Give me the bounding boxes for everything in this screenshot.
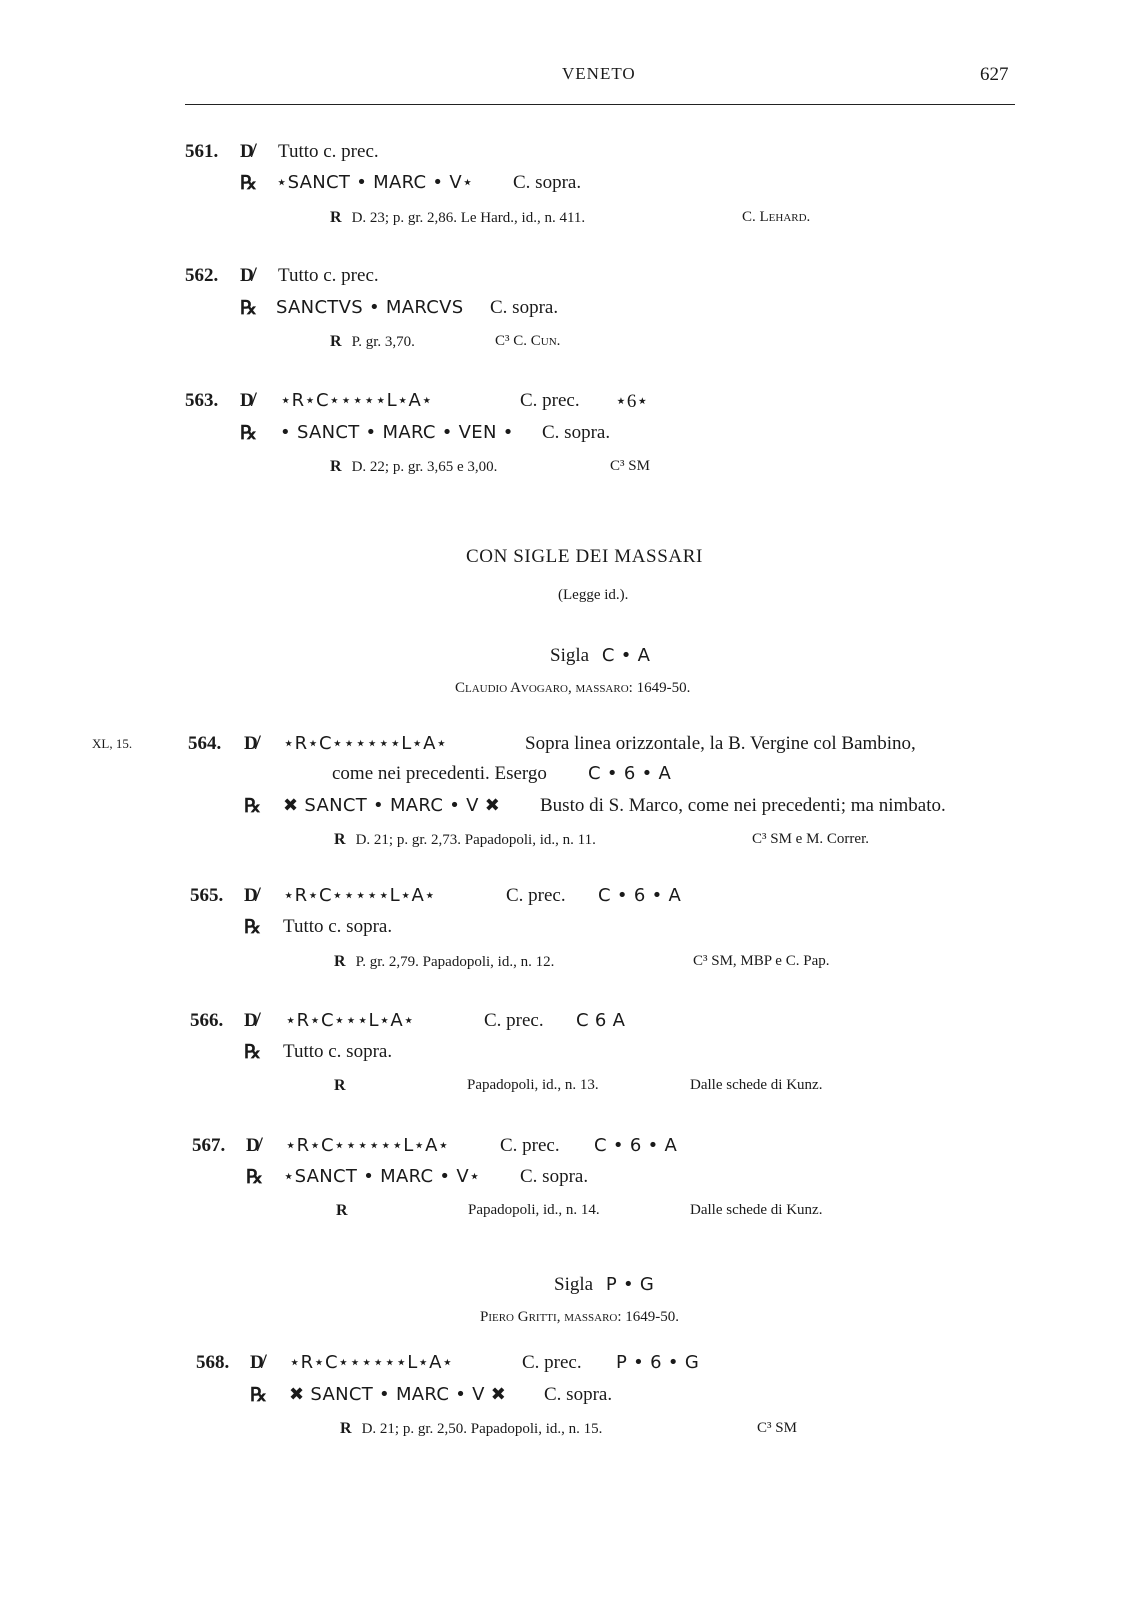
entry-number: 565. (190, 885, 224, 906)
entry-number: 561. (185, 141, 219, 162)
meta-details: D. 21; p. gr. 2,50. Papadopoli, id., n. 15. (361, 1421, 603, 1437)
reverse-legend: ✖ SANCT • MARC • V ✖ (289, 1384, 507, 1405)
sigla-code: C • A (601, 645, 651, 666)
reverse-text: C. sopra. (542, 422, 611, 443)
obverse-sigla: P • 6 • G (616, 1352, 700, 1373)
entry-meta (340, 1420, 602, 1438)
sigla-code: P • G (605, 1274, 655, 1295)
reverse-symbol: ℞ (244, 796, 262, 817)
meta-details: P. gr. 3,70. (351, 334, 415, 350)
reverse-text: C. sopra. (544, 1384, 613, 1405)
obverse-text: C. prec. (484, 1010, 544, 1031)
reverse-text: C. sopra. (490, 297, 559, 318)
meta-details: D. 23; p. gr. 2,86. Le Hard., id., n. 411. (351, 210, 586, 226)
header-rule (185, 104, 1015, 105)
collection: C³ SM e M. Correr. (752, 831, 869, 847)
obverse-legend: ⋆R⋆C⋆⋆⋆⋆⋆⋆L⋆A⋆ (289, 1352, 454, 1373)
obverse-symbol: D̸ (246, 1135, 260, 1156)
entry-number: 568. (196, 1352, 230, 1373)
meta-details: P. gr. 2,79. Papadopoli, id., n. 12. (355, 954, 555, 970)
reverse-symbol: ℞ (250, 1385, 268, 1406)
obverse-legend: ⋆R⋆C⋆⋆⋆⋆⋆⋆L⋆A⋆ (283, 733, 448, 754)
reverse-text: Busto di S. Marco, come nei precedenti; ma nimbato. (540, 795, 946, 816)
massaro-name: Claudio Avogaro, massaro: 1649-50. (455, 680, 691, 696)
rarity: R (334, 1077, 346, 1094)
obverse-symbol: D̸ (244, 885, 258, 906)
page-number: 627 (980, 64, 1009, 85)
obverse-text: Sopra linea orizzontale, la B. Vergine col Bambino, (525, 733, 916, 754)
obverse-text: Tutto c. prec. (278, 265, 379, 286)
reverse-legend: • SANCT • MARC • VEN • (280, 422, 514, 443)
entry-number: 563. (185, 390, 219, 411)
entry-number: 567. (192, 1135, 226, 1156)
obverse-symbol: D̸ (250, 1352, 264, 1373)
entry-meta (334, 953, 554, 971)
rarity: R (330, 458, 342, 475)
collection: C. Lehard. (742, 209, 811, 225)
obverse-sigla: C • 6 • A (594, 1135, 678, 1156)
meta-details: Papadopoli, id., n. 13. (467, 1077, 599, 1093)
obverse-text: C. prec. (522, 1352, 582, 1373)
reverse-legend: ⋆SANCT • MARC • V⋆ (283, 1166, 481, 1187)
obverse-legend: ⋆R⋆C⋆⋆⋆⋆⋆L⋆A⋆ (283, 885, 436, 906)
obverse-symbol: D̸ (244, 733, 258, 754)
sigla-heading-pg (554, 1274, 654, 1296)
rarity: R (334, 831, 346, 848)
obverse-symbol: D̸ (240, 141, 254, 162)
meta-details: Papadopoli, id., n. 14. (468, 1202, 600, 1218)
rarity: R (330, 333, 342, 350)
obverse-legend: ⋆R⋆C⋆⋆⋆⋆⋆L⋆A⋆ (280, 390, 433, 411)
sigla-label: Sigla (554, 1274, 594, 1295)
obverse-symbol: D̸ (244, 1010, 258, 1031)
rarity: R (340, 1420, 352, 1437)
reverse-symbol: ℞ (240, 298, 258, 319)
reverse-text: C. sopra. (520, 1166, 589, 1187)
collection: Dalle schede di Kunz. (690, 1077, 823, 1093)
collection: C³ SM (610, 458, 650, 474)
reverse-legend: ⋆SANCT • MARC • V⋆ (276, 172, 474, 193)
rarity: R (334, 953, 346, 970)
obverse-text: C. prec. (500, 1135, 560, 1156)
obverse-text-continued: come nei precedenti. Esergo (332, 763, 547, 784)
obverse-text: C. prec. (520, 390, 580, 411)
collection: C³ SM (757, 1420, 797, 1436)
obverse-sigla: C 6 A (576, 1010, 626, 1031)
obverse-symbol: D̸ (240, 265, 254, 286)
section-subtitle: (Legge id.). (558, 587, 629, 603)
rarity: R (336, 1202, 348, 1219)
entry-meta (334, 1077, 356, 1095)
obverse-legend: ⋆R⋆C⋆⋆⋆L⋆A⋆ (285, 1010, 415, 1031)
obverse-symbol: D̸ (240, 390, 254, 411)
reverse-legend: SANCTVS • MARCVS (276, 297, 464, 318)
reverse-symbol: ℞ (240, 173, 258, 194)
obverse-text: C. prec. (506, 885, 566, 906)
entry-meta (336, 1202, 358, 1220)
entry-meta (330, 458, 497, 476)
obverse-exergue: C • 6 • A (588, 763, 672, 784)
obverse-sigla: C • 6 • A (598, 885, 682, 906)
sigla-label: Sigla (550, 645, 590, 666)
running-title: VENETO (562, 64, 636, 83)
obverse-text: Tutto c. prec. (278, 141, 379, 162)
entry-number: 564. (188, 733, 222, 754)
obverse-extra: ⋆6⋆ (615, 391, 649, 412)
plate-reference: XL, 15. (92, 736, 133, 751)
collection: Dalle schede di Kunz. (690, 1202, 823, 1218)
reverse-symbol: ℞ (244, 917, 262, 938)
obverse-legend: ⋆R⋆C⋆⋆⋆⋆⋆⋆L⋆A⋆ (285, 1135, 450, 1156)
section-title: CON SIGLE DEI MASSARI (466, 546, 703, 567)
entry-number: 562. (185, 265, 219, 286)
entry-number: 566. (190, 1010, 224, 1031)
reverse-text: C. sopra. (513, 172, 582, 193)
rarity: R (330, 209, 342, 226)
reverse-symbol: ℞ (246, 1167, 264, 1188)
meta-details: D. 21; p. gr. 2,73. Papadopoli, id., n. 11. (355, 832, 596, 848)
reverse-symbol: ℞ (240, 423, 258, 444)
reverse-text: Tutto c. sopra. (283, 1041, 393, 1062)
reverse-symbol: ℞ (244, 1042, 262, 1063)
reverse-legend: ✖ SANCT • MARC • V ✖ (283, 795, 501, 816)
entry-meta (330, 209, 585, 227)
entry-meta (334, 831, 596, 849)
massaro-name: Piero Gritti, massaro: 1649-50. (480, 1309, 680, 1325)
collection: C³ C. Cun. (495, 333, 561, 349)
entry-meta (330, 333, 415, 351)
collection: C³ SM, MBP e C. Pap. (693, 953, 830, 969)
meta-details: D. 22; p. gr. 3,65 e 3,00. (351, 459, 498, 475)
sigla-heading-ca (550, 645, 650, 667)
reverse-text: Tutto c. sopra. (283, 916, 393, 937)
